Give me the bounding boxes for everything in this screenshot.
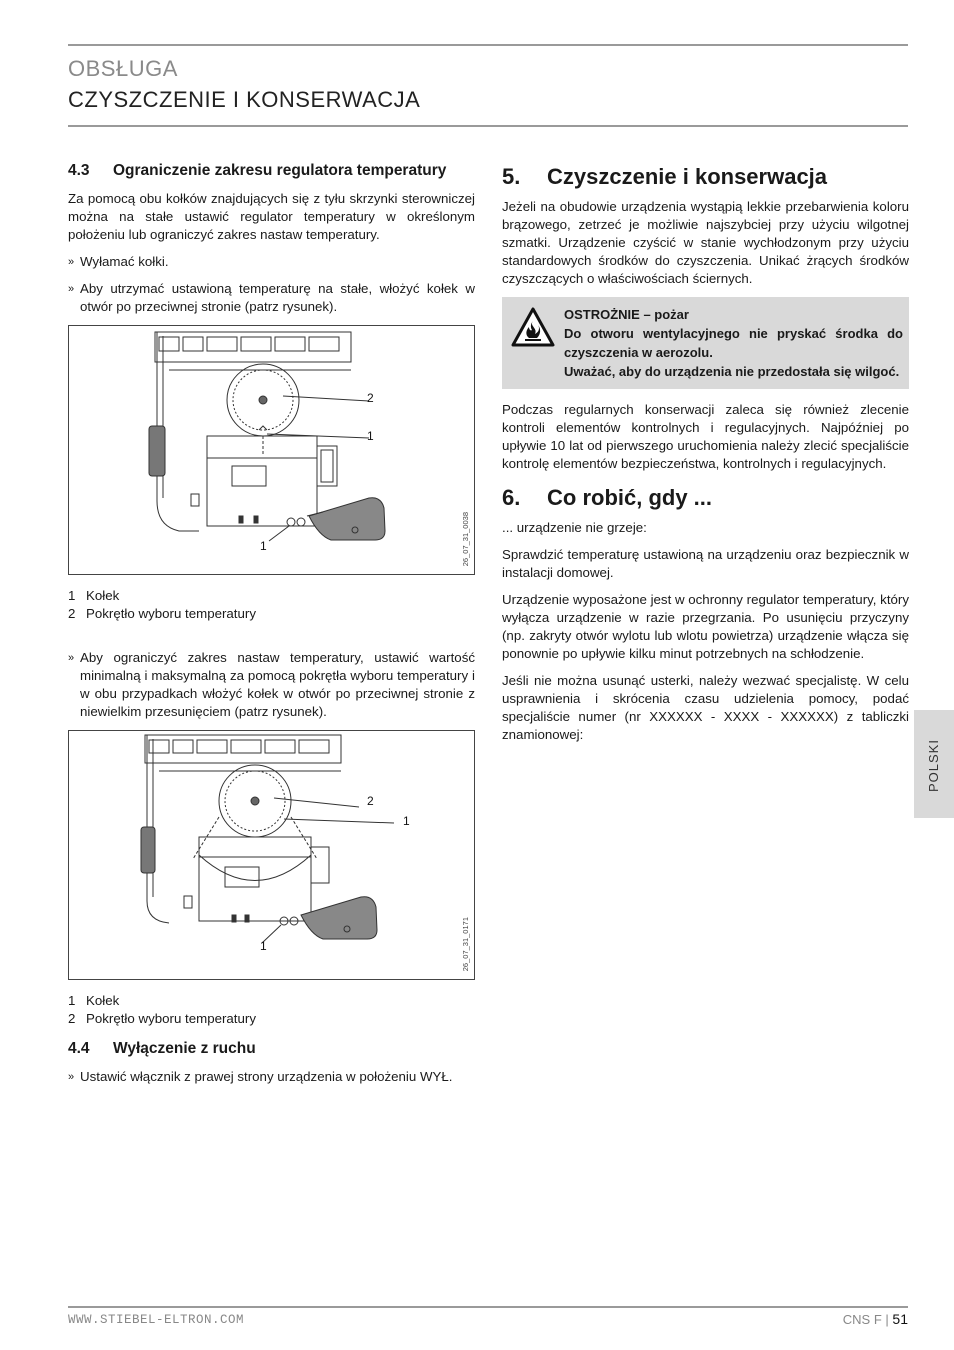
callout-2: 2 xyxy=(367,391,374,405)
heading-text: Czyszczenie i konserwacja xyxy=(547,164,828,189)
right-column xyxy=(502,162,909,753)
instruction-text: Ustawić włącznik z prawej strony urządzenia w położeniu WYŁ. xyxy=(80,1069,453,1084)
heading-number: 5. xyxy=(502,164,521,189)
heading-text: Wyłączenie z ruchu xyxy=(113,1040,256,1057)
paragraph: Urządzenie wyposażone jest w ochronny regulator temperatury, który wyłącza urządzenie w razie przegrzania. Po usunięciu przyczyny (np. zakryty otwór wylotu lub wlotu powietrza) urządzenie włącza się ponownie po upływie kilku minut potrzebnych na schłodzenie. xyxy=(502,592,909,661)
paragraph: Za pomocą obu kołków znajdujących się z tyłu skrzynki sterowniczej można na stałe ustawić regulator temperatury w określonym położeniu lub ograniczyć zakres nastaw temperatury. xyxy=(68,191,475,242)
warning-text xyxy=(564,305,903,381)
warning-line: Do otworu wentylacyjnego nie pryskać środka do czyszczenia w aerozolu. xyxy=(564,326,903,360)
bullet-mark: » xyxy=(68,652,75,664)
heading-4-3 xyxy=(68,162,475,180)
callout-1-top: 1 xyxy=(367,429,374,443)
legend-row xyxy=(68,605,475,623)
heading-6 xyxy=(502,485,909,511)
language-label: POLSKI xyxy=(926,739,941,792)
figure-pin-fixed xyxy=(68,325,475,575)
instruction-item xyxy=(68,253,475,271)
heater-drawing xyxy=(69,731,474,973)
legend-text: Pokrętło wyboru temperatury xyxy=(86,606,256,621)
instruction-item xyxy=(68,280,475,316)
legend-number: 2 xyxy=(68,606,76,621)
legend-text: Kołek xyxy=(86,993,120,1008)
figure-legend xyxy=(68,992,475,1028)
figure-range-limit xyxy=(68,730,475,980)
legend-text: Kołek xyxy=(86,588,120,603)
legend-row xyxy=(68,587,475,605)
callout-1-bottom: 1 xyxy=(260,939,267,953)
heading-4-4 xyxy=(68,1040,475,1058)
callout-1-bottom: 1 xyxy=(260,539,267,553)
heading-number: 4.3 xyxy=(68,162,90,179)
language-tab xyxy=(914,710,954,818)
page-number: 51 xyxy=(892,1311,908,1327)
callout-2: 2 xyxy=(367,794,374,808)
header-section: OBSŁUGA xyxy=(68,56,178,81)
paragraph: Jeżeli na obudowie urządzenia wystąpią lekkie przebarwienia koloru brązowego, zetrzeć je możliwie najszybciej przy użyciu wilgotnej szmatki. Urządzenie czyścić w stanie wychłodzonym przy użyciu standardowych środków do czyszczenia. Unikać żrących środków czyszczących o właściwościach ściernych. xyxy=(502,199,909,286)
footer-separator: | xyxy=(885,1312,889,1327)
figure-legend xyxy=(68,587,475,623)
legend-number: 1 xyxy=(68,993,76,1008)
fire-warning-icon xyxy=(502,305,564,381)
paragraph: Jeśli nie można usunąć usterki, należy wezwać specjalistę. W celu usprawnienia i skrócenia czasu udzielenia pomocy, podać specjaliście numer (nr XXXXXX - XXXX - XXXXXX) z tabliczki znamionowej: xyxy=(502,673,909,742)
footer-product: CNS F xyxy=(842,1312,882,1327)
top-rule xyxy=(68,44,908,46)
paragraph: ... urządzenie nie grzeje: xyxy=(502,520,647,535)
paragraph: Sprawdzić temperaturę ustawioną na urządzeniu oraz bezpiecznik w instalacji domowej. xyxy=(502,547,909,580)
instruction-text: Aby ograniczyć zakres nastaw temperatury, ustawić wartość minimalną i maksymalną za pomocą pokrętła wyboru temperatury i w obu przypadkach włożyć kołek w otwór po przeciwnej stronie z niewielkim przesunięciem (patrz rysunek). xyxy=(80,650,475,719)
instruction-text: Wyłamać kołki. xyxy=(80,254,169,269)
bullet-mark: » xyxy=(68,1071,75,1083)
footer-page-info xyxy=(843,1311,908,1327)
warning-box xyxy=(502,297,909,389)
callout-1-top: 1 xyxy=(403,814,410,828)
heading-text: Ograniczenie zakresu regulatora temperatury xyxy=(113,162,447,179)
bullet-mark: » xyxy=(68,283,75,295)
figure-code: 26_07_31_0171 xyxy=(461,916,470,971)
legend-row xyxy=(68,1010,475,1028)
legend-number: 1 xyxy=(68,588,76,603)
heading-number: 4.4 xyxy=(68,1040,90,1057)
bullet-mark: » xyxy=(68,256,75,268)
legend-row xyxy=(68,992,475,1010)
heading-5 xyxy=(502,164,909,190)
figure-code: 26_07_31_0038 xyxy=(461,511,470,566)
paragraph: Podczas regularnych konserwacji zaleca się również zlecenie kontroli elementów kontrolnych i regulacyjnych. Najpóźniej po upływie 10 lat od pierwszego uruchomienia należy zlecić specjaliście kontrolę elementów bezpieczeństwa, kontrolnych i regulacyjnych. xyxy=(502,402,909,471)
warning-title: OSTROŻNIE – pożar xyxy=(564,307,689,322)
instruction-text: Aby utrzymać ustawioną temperaturę na stałe, włożyć kołek w otwór po przeciwnej stronie (patrz rysunek). xyxy=(80,281,475,314)
footer-rule xyxy=(68,1306,908,1308)
instruction-item xyxy=(68,1068,475,1086)
instruction-item xyxy=(68,649,475,721)
header-title: CZYSZCZENIE I KONSERWACJA xyxy=(68,87,421,112)
legend-text: Pokrętło wyboru temperatury xyxy=(86,1011,256,1026)
header-bottom-rule xyxy=(68,125,908,127)
footer-url: WWW.STIEBEL-ELTRON.COM xyxy=(68,1313,245,1327)
heater-drawing xyxy=(69,326,474,574)
legend-number: 2 xyxy=(68,1011,76,1026)
warning-line: Uważać, aby do urządzenia nie przedostała się wilgoć. xyxy=(564,364,900,379)
heading-text: Co robić, gdy ... xyxy=(547,485,713,510)
heading-number: 6. xyxy=(502,485,521,510)
left-column xyxy=(68,162,475,1095)
